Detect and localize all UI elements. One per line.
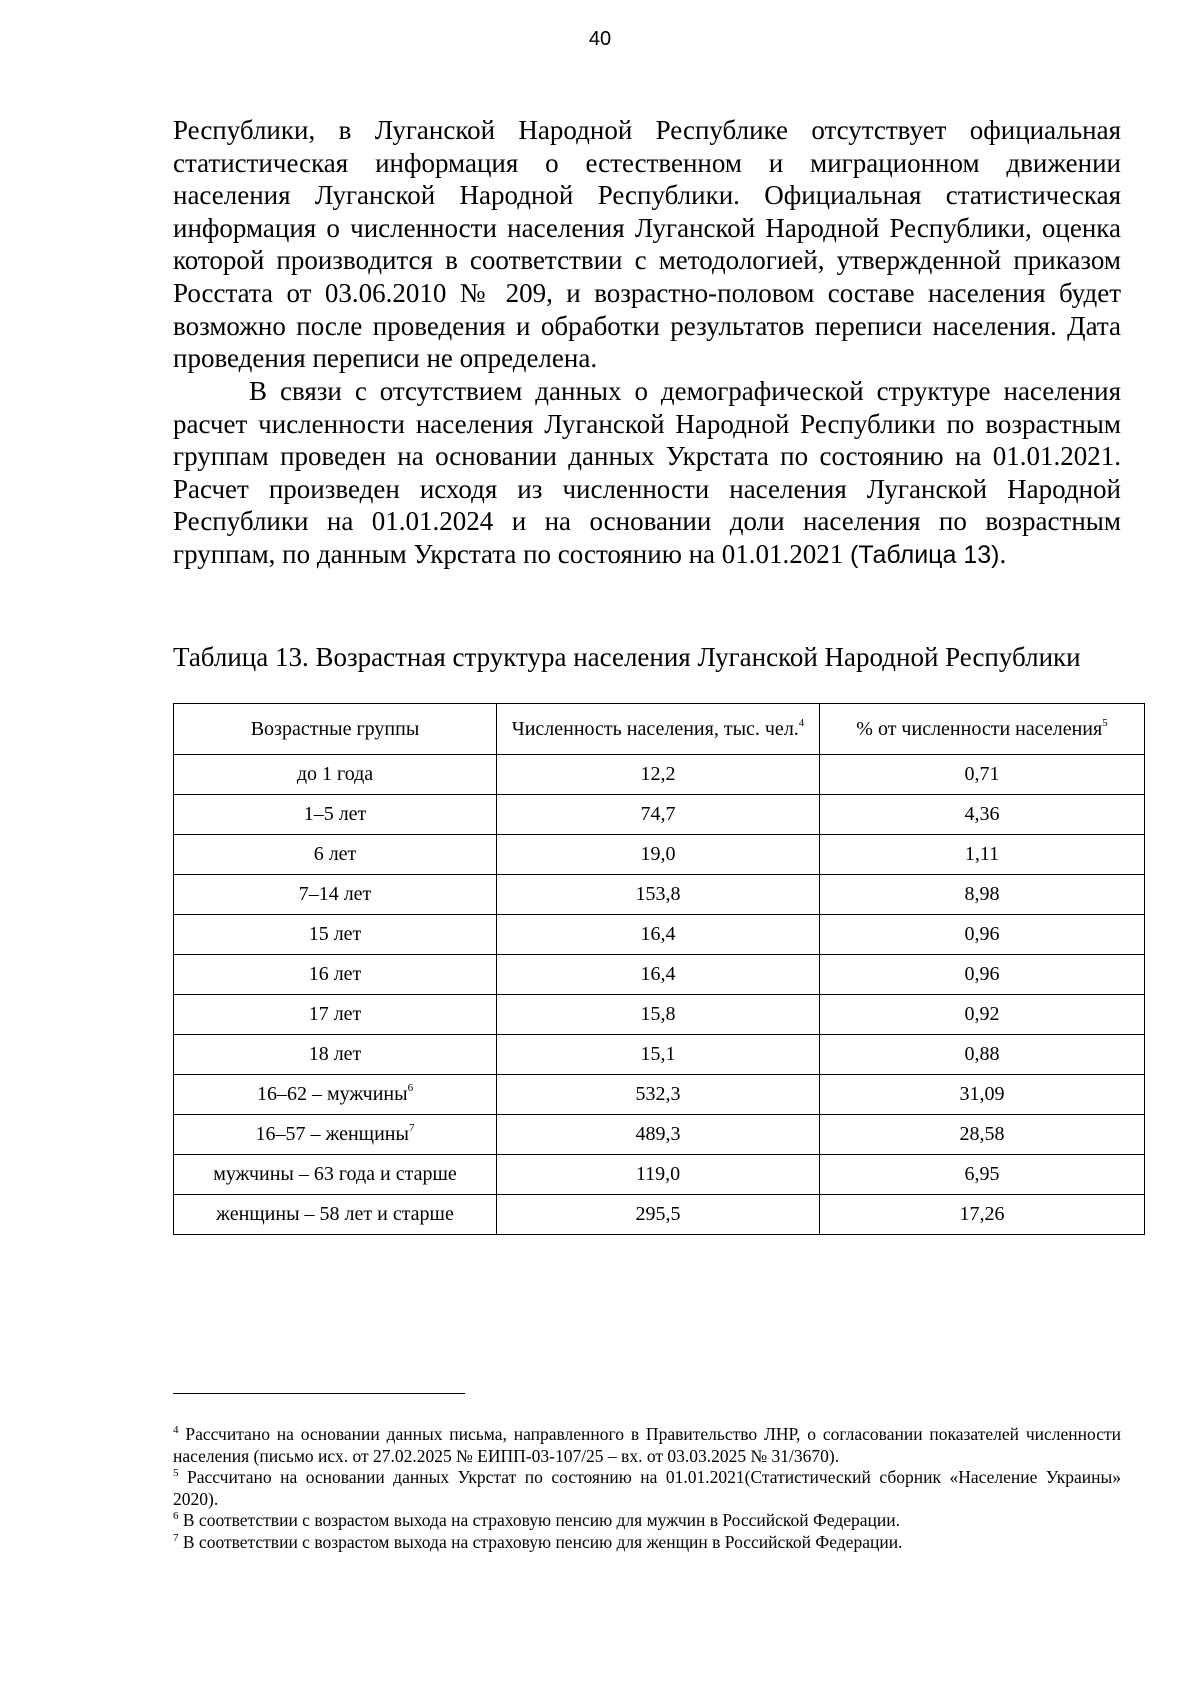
table-reference: (Таблица 13) (850, 540, 1000, 569)
table-row (174, 795, 1145, 835)
footnotes (173, 1424, 1121, 1553)
cell-population-count: 15,1 (497, 1035, 820, 1075)
footnote-ref: 4 (798, 717, 805, 729)
cell-age-group: 17 лет (174, 995, 497, 1035)
page-number: 40 (588, 28, 612, 50)
footnote-text: Рассчитано на основании данных письма, направленного в Правительство ЛНР, о согласовании показателей численности населения (письмо исх. от 27.02.2025 № ЕИПП-03-107/25 – вх. от 03.03.2025 № 31/3670). (173, 1424, 1122, 1466)
cell-age-group: 16–62 – мужчины$^6$ (174, 1075, 497, 1115)
header-population-count: Численность населения, тыс. чел.$^4$ (497, 704, 820, 755)
age-structure-table (173, 703, 1145, 1235)
cell-age-group: 18 лет (174, 1035, 497, 1075)
cell-population-count: 12,2 (497, 755, 820, 795)
cell-population-count: 489,3 (497, 1115, 820, 1155)
cell-population-percent: 0,71 (820, 755, 1145, 795)
table-row (174, 995, 1145, 1035)
cell-age-group: 7–14 лет (174, 875, 497, 915)
cell-age-group: женщины – 58 лет и старше (174, 1195, 497, 1235)
paragraph-2 (173, 375, 1121, 572)
table-row (174, 875, 1145, 915)
cell-population-percent: 6,95 (820, 1155, 1145, 1195)
header-population-percent: % от численности населения$^5$ (820, 704, 1145, 755)
table-row (174, 915, 1145, 955)
cell-age-group: 16 лет (174, 955, 497, 995)
footnote-number: 7 (173, 1531, 179, 1544)
table-row (174, 1195, 1145, 1235)
footnote-separator (173, 1393, 465, 1394)
footnote-ref: 5 (1102, 717, 1108, 729)
cell-population-count: 119,0 (497, 1155, 820, 1195)
footnote-text: В соответствии с возрастом выхода на страховую пенсию для мужчин в Российской Федерации. (182, 1510, 901, 1530)
cell-population-percent: 0,96 (820, 915, 1145, 955)
cell-population-percent: 0,88 (820, 1035, 1145, 1075)
cell-population-percent: 17,26 (820, 1195, 1145, 1235)
cell-population-percent: 4,36 (820, 795, 1145, 835)
footnote-4 (173, 1424, 1121, 1467)
footnote-6 (173, 1510, 1121, 1532)
header-age-groups: Возрастные группы (174, 704, 497, 755)
cell-population-count: 74,7 (497, 795, 820, 835)
cell-age-group: 15 лет (174, 915, 497, 955)
cell-age-group: 6 лет (174, 835, 497, 875)
footnote-number: 6 (173, 1510, 179, 1522)
cell-population-count: 153,8 (497, 875, 820, 915)
cell-population-count: 532,3 (497, 1075, 820, 1115)
table-header-row (174, 704, 1145, 755)
table-row (174, 1115, 1145, 1155)
cell-population-count: 15,8 (497, 995, 820, 1035)
footnote-number: 4 (173, 1424, 179, 1436)
footnote-5 (173, 1467, 1121, 1510)
table-row (174, 1035, 1145, 1075)
footnote-number: 5 (173, 1467, 179, 1479)
cell-age-group: до 1 года (174, 755, 497, 795)
cell-population-count: 19,0 (497, 835, 820, 875)
paragraph-2-text: В связи с отсутствием данных о демографической структуре населения расчет численности населения Луганской Народной Республики по возрастным группам проведен на основании данных Укрстата по состоянию на 01.01.2021. Расчет произведен исходя из численности населения Луганской Народной Республики на 01.01.2024 и на основании доли населения по возрастным группам, по данным Укрстата по состоянию на 01.01.2021 (173, 376, 1121, 569)
footnote-text: Рассчитано на основании данных Укрстат по состоянию на 01.01.2021(Статистический сборник «Население Украины» 2020). (173, 1467, 1122, 1509)
footnote-ref: 6 (407, 1082, 414, 1094)
cell-population-count: 16,4 (497, 955, 820, 995)
footnote-ref: 7 (408, 1122, 415, 1134)
table-row (174, 955, 1145, 995)
cell-population-percent: 31,09 (820, 1075, 1145, 1115)
footnote-text: В соответствии с возрастом выхода на страховую пенсию для женщин в Российской Федерации. (182, 1531, 903, 1552)
paragraph-1: Республики, в Луганской Народной Республике отсутствует официальная статистическая информация о естественном и миграционном движении населения Луганской Народной Республики. Официальная статистическая информация о численности населения Луганской Народной Республики, оценка которой производится в соответствии с методологией, утвержденной приказом Росстата от 03.06.2010 № 209, и возрастно-половом составе населения будет возможно после проведения и обработки результатов переписи населения. Дата проведения переписи не определена. (173, 115, 1121, 374)
table-row (174, 1155, 1145, 1195)
cell-population-percent: 0,96 (820, 955, 1145, 995)
cell-population-count: 16,4 (497, 915, 820, 955)
cell-age-group: 1–5 лет (174, 795, 497, 835)
paragraph-2-end: . (999, 538, 1007, 569)
cell-population-count: 295,5 (497, 1195, 820, 1235)
cell-population-percent: 28,58 (820, 1115, 1145, 1155)
cell-age-group: мужчины – 63 года и старше (174, 1155, 497, 1195)
cell-population-percent: 0,92 (820, 995, 1145, 1035)
footnote-7 (173, 1532, 1121, 1554)
cell-population-percent: 1,11 (820, 835, 1145, 875)
cell-population-percent: 8,98 (820, 875, 1145, 915)
table-caption: Таблица 13. Возрастная структура населения Луганской Народной Республики (173, 642, 1081, 672)
table-row (174, 755, 1145, 795)
table-row (174, 835, 1145, 875)
cell-age-group: 16–57 – женщины$^7$ (174, 1115, 497, 1155)
table-row (174, 1075, 1145, 1115)
